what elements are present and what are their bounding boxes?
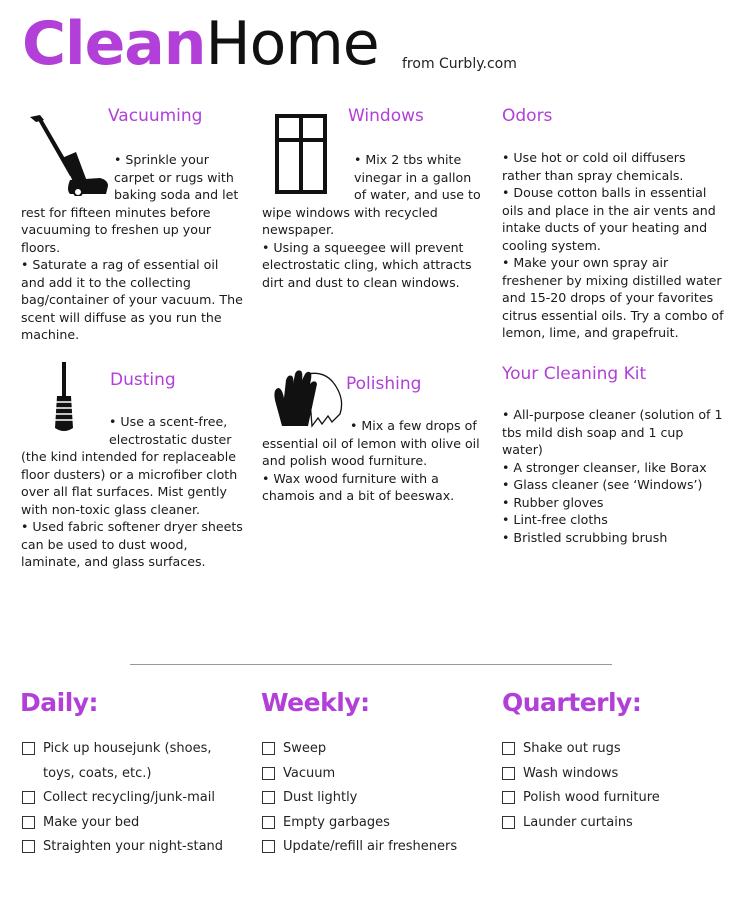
dusting-heading: Dusting xyxy=(110,370,176,390)
checkbox[interactable] xyxy=(262,767,275,780)
polishing-heading: Polishing xyxy=(346,374,422,394)
window-icon xyxy=(274,114,344,194)
daily-checklist xyxy=(22,737,240,860)
checkbox[interactable] xyxy=(262,791,275,804)
checkbox[interactable] xyxy=(502,791,515,804)
weekly-checklist xyxy=(262,737,482,860)
checkbox[interactable] xyxy=(502,742,515,755)
vacuuming-section xyxy=(21,114,243,344)
checklist-item[interactable]: Vacuum xyxy=(262,762,482,787)
kit-item: • Bristled scrubbing brush xyxy=(502,529,668,545)
kit-item: • Glass cleaner (see ‘Windows’) xyxy=(502,477,703,492)
checkbox[interactable] xyxy=(22,840,35,853)
vacuuming-tip-2: • Saturate a rag of essential oil and add it to the collecting bag/container of your vacuum. The scent will diffuse as you run the machine. xyxy=(21,257,243,342)
odors-tip-1: • Use hot or cold oil diffusers rather than spray chemicals. xyxy=(502,150,686,183)
checklist-item[interactable]: Launder curtains xyxy=(502,811,722,836)
windows-heading: Windows xyxy=(348,106,424,126)
checkbox[interactable] xyxy=(22,791,35,804)
kit-item: • All-purpose cleaner (solution of 1 tbs mild dish soap and 1 cup water) xyxy=(502,407,723,457)
cleaning-kit-heading: Your Cleaning Kit xyxy=(502,364,647,384)
windows-tip-1: • Mix 2 tbs white vinegar in a gallon of water, and use to wipe windows with recycled newspaper. xyxy=(262,152,481,237)
checklist-item[interactable]: Pick up housejunk (shoes, toys, coats, etc.) xyxy=(22,737,240,786)
checkbox[interactable] xyxy=(262,742,275,755)
vacuuming-heading: Vacuuming xyxy=(108,106,203,126)
dusting-section xyxy=(21,362,243,571)
checkbox[interactable] xyxy=(502,767,515,780)
vacuum-icon xyxy=(26,114,112,196)
checkbox[interactable] xyxy=(502,816,515,829)
title-clean: Clean xyxy=(22,9,206,79)
title-home: Home xyxy=(205,9,379,79)
dusting-tip-2: • Used fabric softener dryer sheets can be used to dust wood, laminate, and glass surfaces. xyxy=(21,519,243,569)
checklist-item[interactable]: Update/refill air fresheners xyxy=(262,835,482,860)
cleaning-kit-section xyxy=(502,406,724,546)
weekly-heading: Weekly: xyxy=(261,688,370,717)
source-credit: from Curbly.com xyxy=(402,56,517,72)
checklist-item[interactable]: Wash windows xyxy=(502,762,722,787)
odors-heading: Odors xyxy=(502,106,553,126)
odors-tip-3: • Make your own spray air freshener by mixing distilled water and 15-20 drops of your favorites citrus essential oils. Try a combo of lemon, lime, and grapefruit. xyxy=(502,255,724,340)
checkbox[interactable] xyxy=(262,816,275,829)
checkbox[interactable] xyxy=(22,816,35,829)
checkbox[interactable] xyxy=(262,840,275,853)
checklist-item[interactable]: Polish wood furniture xyxy=(502,786,722,811)
checklist-item[interactable]: Straighten your night-stand xyxy=(22,835,240,860)
checklist-item[interactable]: Shake out rugs xyxy=(502,737,722,762)
polishing-tip-2: • Wax wood furniture with a chamois and a bit of beeswax. xyxy=(262,470,455,503)
duster-icon xyxy=(21,362,107,434)
checklist-item[interactable]: Sweep xyxy=(262,737,482,762)
odors-section xyxy=(502,149,724,342)
odors-tip-2: • Douse cotton balls in essential oils and place in the air vents and intake ducts of your heating and cooling system. xyxy=(502,185,716,253)
vacuuming-tip-1: • Sprinkle your carpet or rugs with baking soda and let rest for fifteen minutes before vacuuming to freshen up your floors. xyxy=(21,152,239,255)
polishing-glove-icon xyxy=(268,368,350,428)
daily-heading: Daily: xyxy=(20,688,99,717)
checklist-item[interactable]: Dust lightly xyxy=(262,786,482,811)
dusting-tip-1: • Use a scent-free, electrostatic duster (the kind intended for replaceable floor dusters) or a microfiber cloth over all flat surfaces. Mist gently with non-toxic glass cleaner. xyxy=(21,414,238,517)
windows-section xyxy=(262,114,484,291)
checkbox[interactable] xyxy=(22,742,35,755)
checklist-item[interactable]: Collect recycling/junk-mail xyxy=(22,786,240,811)
windows-tip-2: • Using a squeegee will prevent electrostatic cling, which attracts dirt and dust to clean windows. xyxy=(262,239,472,290)
page-title xyxy=(22,9,379,79)
polishing-section xyxy=(262,368,480,505)
quarterly-checklist xyxy=(502,737,722,835)
checklist-item[interactable]: Make your bed xyxy=(22,811,240,836)
section-divider xyxy=(130,664,612,665)
kit-item: • Rubber gloves xyxy=(502,494,604,510)
kit-item: • Lint-free cloths xyxy=(502,512,608,527)
polishing-tip-1: • Mix a few drops of essential oil of lemon with olive oil and polish wood furniture. xyxy=(262,418,480,468)
kit-item: • A stronger cleanser, like Borax xyxy=(502,459,707,475)
checklist-item[interactable]: Empty garbages xyxy=(262,811,482,836)
quarterly-heading: Quarterly: xyxy=(502,688,642,717)
